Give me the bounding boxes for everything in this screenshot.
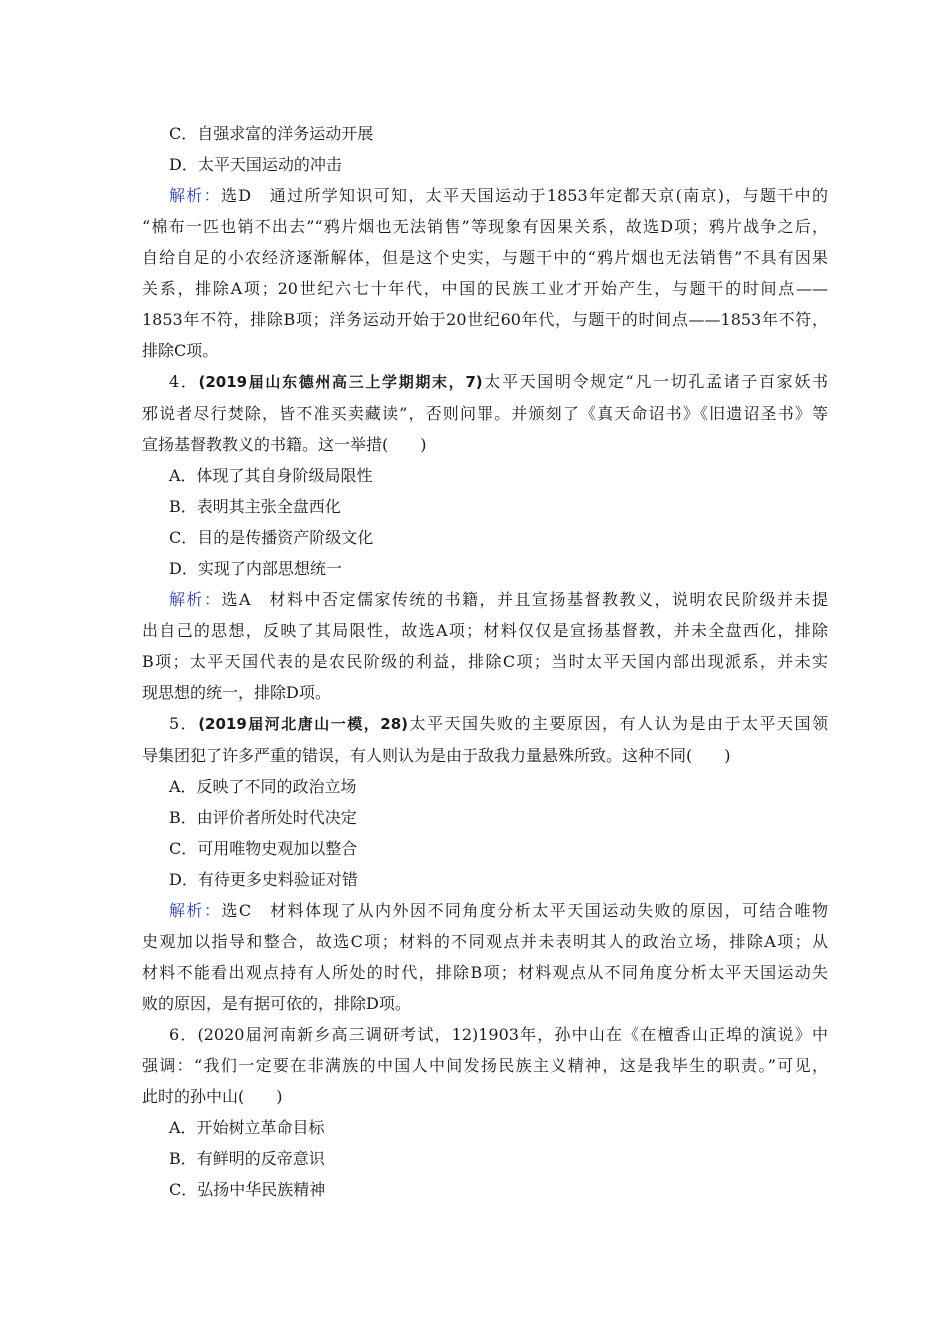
q5-option-a: A．反映了不同的政治立场 [169,777,357,796]
q4-stem-line-1 [142,366,828,398]
q5-analysis-line-1 [142,895,828,926]
q6-stem-line-2: 强调：“我们一定要在非满族的中国人中间发扬民族主义精神，这是我毕生的职责。”可见， [142,1056,828,1075]
q4-analysis-line-4: 现思想的统一，排除D项。 [142,683,331,702]
q5-analysis-first: 选C 材料体现了从内外因不同角度分析太平天国运动失败的原因，可结合唯物 [221,901,828,920]
q4-option-d: D．实现了内部思想统一 [169,559,342,578]
q3-analysis-line-1 [142,180,828,211]
question-5 [142,708,828,1019]
q4-stem-line-3: 宣扬基督教教义的书籍。这一举措( ) [142,435,427,454]
q6-stem-line-1: 6．(2020届河南新乡高三调研考试，12)1903年，孙中山在《在檀香山正埠的演说》中 [169,1025,828,1044]
q5-analysis-line-3: 材料不能看出观点持有人所处的时代，排除B项；材料观点从不同角度分析太平天国运动失 [142,963,828,982]
q3-analysis-text: 选D 通过所学知识可知，太平天国运动于1853年定都天京(南京)，与题干中的 [220,186,828,205]
document-page [142,118,828,1205]
q6-option-b: B．有鲜明的反帝意识 [169,1149,325,1168]
q3-analysis-line-2: “棉布一匹也销不出去”“鸦片烟也无法销售”等现象有因果关系，故选D项；鸦片战争之后， [142,217,828,236]
q6-option-a: A．开始树立革命目标 [169,1118,325,1137]
q4-option-b: B．表明其主张全盘西化 [169,497,341,516]
q4-analysis-line-2: 出自己的思想，反映了其局限性，故选A项；材料仅仅是宣扬基督教，并未全盘西化，排除 [142,621,828,640]
question-4 [142,366,828,708]
q5-option-d: D．有待更多史料验证对错 [169,870,358,889]
q4-stem-first: 太平天国明令规定“凡一切孔孟诸子百家妖书 [482,372,828,391]
q6-stem-line-3: 此时的孙中山( ) [142,1087,283,1106]
q6-option-c: C．弘扬中华民族精神 [169,1180,326,1199]
q4-analysis-line-1 [142,584,828,615]
q3-option-d: D．太平天国运动的冲击 [169,155,342,174]
q4-source: (2019届山东德州高三上学期期末，7) [198,373,483,391]
q5-option-c: C．可用唯物史观加以整合 [169,839,358,858]
q3-analysis-label: 解析： [169,186,221,205]
q4-option-a: A．体现了其自身阶级局限性 [169,466,373,485]
question-6 [142,1019,828,1205]
question-3-tail [142,118,828,366]
q3-option-c: C．自强求富的洋务运动开展 [169,124,374,143]
q5-option-b: B．由评价者所处时代决定 [169,808,357,827]
q5-source: (2019届河北唐山一模，28) [198,715,409,733]
q4-stem-line-2: 邪说者尽行焚除，皆不准买卖藏读”，否则问罪。并颁刻了《真天命诏书》《旧遗诏圣书》等 [142,404,828,423]
q5-analysis-line-2: 史观加以指导和整合，故选C项；材料的不同观点并未表明其人的政治立场，排除A项；从 [142,932,828,951]
q4-analysis-label: 解析： [169,590,222,609]
q5-analysis-line-4: 败的原因，是有据可依的，排除D项。 [142,994,411,1013]
q3-analysis-line-6: 排除C项。 [142,341,219,360]
q4-analysis-first: 选A 材料中否定儒家传统的书籍，并且宣扬基督教教义，说明农民阶级并未提 [221,590,828,609]
q4-analysis-line-3: B项；太平天国代表的是农民阶级的利益，排除C项；当时太平天国内部出现派系，并未实 [142,652,828,671]
q5-stem-line-1 [142,708,828,740]
q3-analysis-line-5: 1853年不符，排除B项；洋务运动开始于20世纪60年代，与题干的时间点——1853年不符， [142,310,828,329]
q5-stem-line-2: 导集团犯了许多严重的错误，有人则认为是由于敌我力量悬殊所致。这种不同( ) [142,746,731,765]
q5-stem-first: 太平天国失败的主要原因，有人认为是由于太平天国领 [408,714,828,733]
q3-analysis-line-3: 自给自足的小农经济逐渐解体，但是这个史实，与题干中的“鸦片烟也无法销售”不具有因果 [142,248,828,267]
q4-option-c: C．目的是传播资产阶级文化 [169,528,374,547]
q5-analysis-label: 解析： [169,901,222,920]
q5-number: 5． [169,714,199,733]
q3-analysis-line-4: 关系，排除A项；20世纪六七十年代，中国的民族工业才开始产生，与题干的时间点—— [142,279,828,298]
q4-number: 4． [169,372,199,391]
